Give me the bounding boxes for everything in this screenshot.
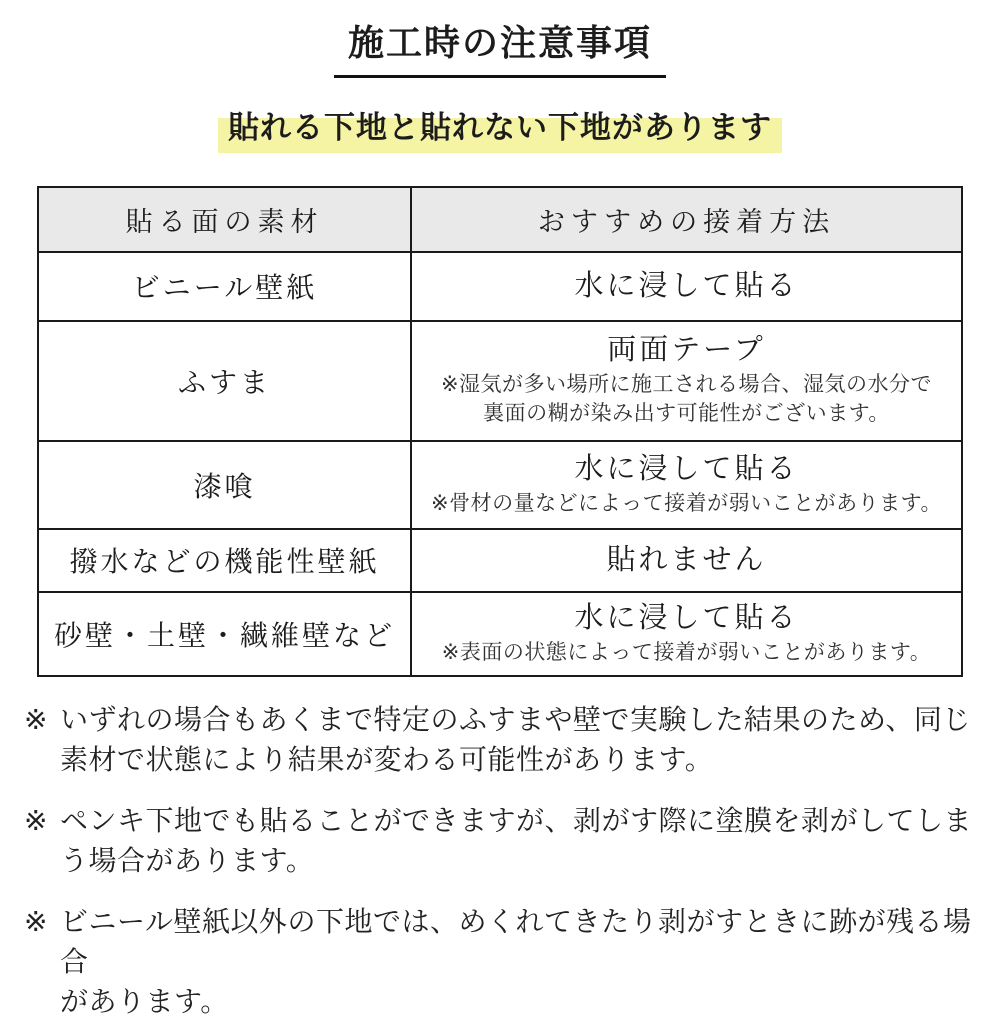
footnote-line: 素材で状態により結果が変わる可能性があります。 (60, 743, 714, 775)
note-line: ※骨材の量などによって接着が弱いことがあります。 (431, 491, 942, 515)
footnote-line: う場合があります。 (60, 844, 315, 876)
method-note (412, 490, 961, 519)
material-cell: ふすま (38, 321, 411, 441)
column-header-method: おすすめの接着方法 (411, 187, 962, 252)
table-row-plaster (38, 441, 962, 529)
asterisk-marker: ※ (24, 804, 48, 836)
note-line: ※表面の状態によって接着が弱いことがあります。 (441, 640, 932, 664)
method-label: 両面テープ (607, 334, 766, 367)
footnote-paint-base (24, 801, 980, 881)
note-line: 裏面の糊が染み出す可能性がございます。 (483, 402, 890, 426)
highlighted-subtitle: 貼れる下地と貼れない下地があります (218, 109, 782, 152)
asterisk-marker: ※ (24, 703, 48, 735)
footnote-line: ペンキ下地でも貼ることができますが、剥がす際に塗膜を剥がしてしま (60, 804, 973, 836)
method-label: 水に浸して貼る (574, 270, 799, 303)
method-note (412, 639, 961, 668)
method-cell (411, 529, 962, 592)
column-header-material: 貼る面の素材 (38, 187, 411, 252)
method-label: 水に浸して貼る (574, 452, 799, 485)
footnote-text (60, 700, 980, 780)
method-note (412, 371, 961, 429)
substrate-adhesion-table (37, 186, 963, 677)
material-cell: ビニール壁紙 (38, 252, 411, 321)
title-block (334, 22, 666, 78)
method-cell (411, 592, 962, 676)
method-cell (411, 441, 962, 529)
footnotes-section (24, 700, 980, 1022)
footnote-line: があります。 (60, 985, 229, 1017)
footnote-text (60, 801, 980, 881)
method-cell (411, 321, 962, 441)
note-line: ※湿気が多い場所に施工される場合、湿気の水分で (440, 373, 933, 397)
material-cell: 撥水などの機能性壁紙 (38, 529, 411, 592)
page-header (0, 0, 1000, 153)
footnote-non-vinyl-base (24, 902, 980, 1022)
page-title: 施工時の注意事項 (334, 22, 666, 78)
table-row-sand-wall (38, 592, 962, 676)
table-header-row (38, 187, 962, 252)
footnote-text (60, 902, 980, 1022)
asterisk-marker: ※ (24, 905, 48, 937)
table-row-fusuma (38, 321, 962, 441)
material-cell: 砂壁・土壁・繊維壁など (38, 592, 411, 676)
table-row-functional-wallpaper (38, 529, 962, 592)
method-label: 貼れません (606, 544, 767, 577)
table-row-vinyl (38, 252, 962, 321)
method-label: 水に浸して貼る (574, 601, 799, 634)
footnote-test-results (24, 700, 980, 780)
footnote-line: いずれの場合もあくまで特定のふすまや壁で実験した結果のため、同じ (60, 703, 971, 735)
subtitle-row (0, 109, 1000, 152)
material-cell: 漆喰 (38, 441, 411, 529)
method-cell (411, 252, 962, 321)
footnote-line: ビニール壁紙以外の下地では、めくれてきたり剥がすときに跡が残る場合 (60, 905, 972, 977)
